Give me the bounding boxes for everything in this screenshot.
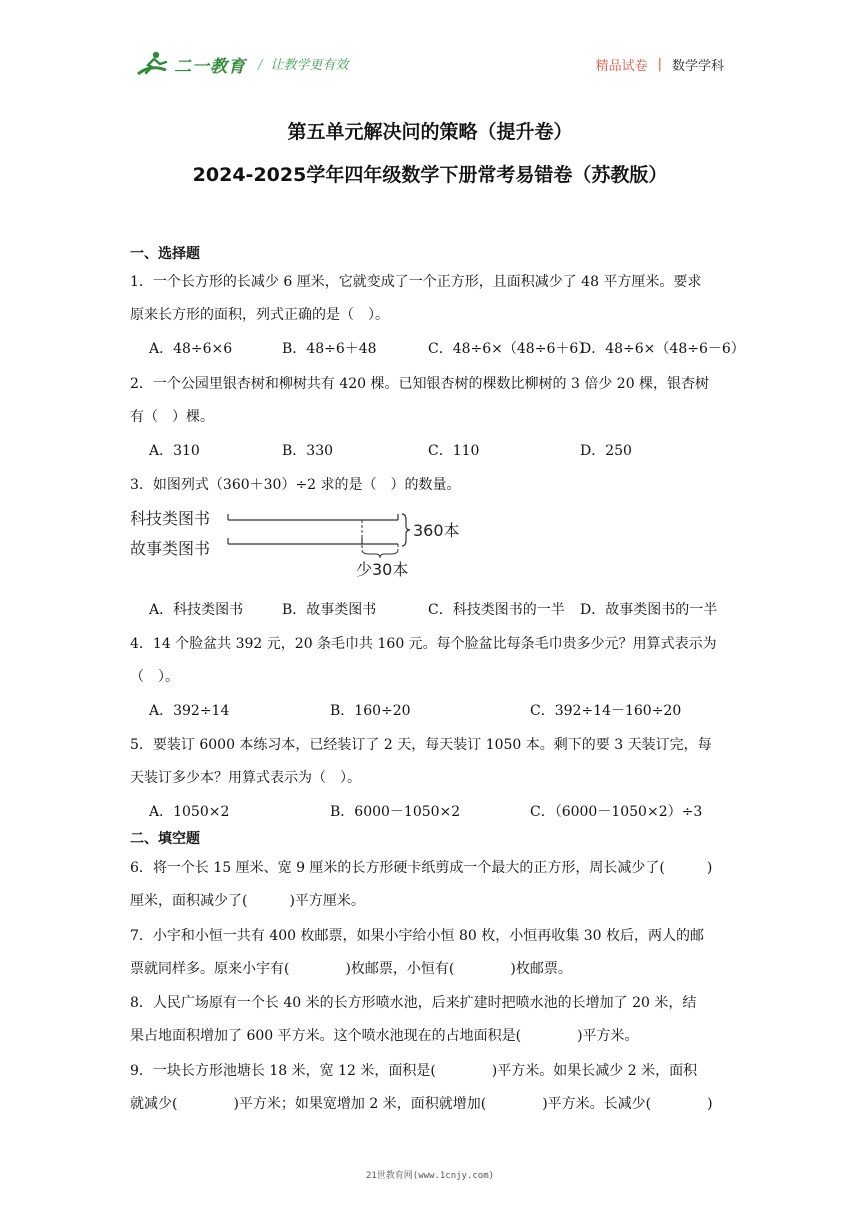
q8-line1: 8．人民广场原有一个长 40 米的长方形喷水池，后来扩建时把喷水池的长增加了 20 米，结: [130, 995, 697, 1011]
q5-option-a: A．1050×2: [149, 804, 230, 820]
section-fill-heading: 二、填空题: [130, 831, 200, 847]
q1-option-a: A．48÷6×6: [149, 341, 233, 357]
slogan-text: 让教学更有效: [270, 58, 349, 73]
q7-line1: 7．小宇和小恒一共有 400 枚邮票，如果小宇给小恒 80 枚，小恒再收集 30 枚后，两人的邮: [130, 928, 704, 944]
page-footer: 21世教育网(www.1cnjy.com): [365, 1171, 495, 1181]
q5-option-c: C．（6000－1050×2）÷3: [530, 804, 703, 820]
q2-line2: 有（ ）棵。: [130, 409, 214, 425]
slogan: / 让教学更有效: [258, 58, 349, 73]
q3-option-b: B．故事类图书: [282, 602, 377, 618]
q4-line1: 4．14 个脸盆共 392 元，20 条毛巾共 160 元。每个脸盆比每条毛巾贵多少元？用算式表示为: [130, 636, 717, 652]
q4-option-a: A．392÷14: [149, 703, 230, 719]
q2-line1: 2．一个公园里银杏树和柳树共有 420 棵。已知银杏树的棵数比柳树的 3 倍少 20 棵，银杏树: [130, 376, 710, 392]
q1-option-b: B．48÷6＋48: [282, 341, 377, 357]
q5-option-b: B．6000－1050×2: [330, 804, 461, 820]
logo-text: 二一教育: [174, 56, 246, 77]
q4-line2: （ ）。: [130, 669, 179, 685]
q2-option-b: B．330: [282, 443, 334, 459]
q4-option-c: C．392÷14－160÷20: [530, 703, 682, 719]
q1-line1: 1．一个长方形的长减少 6 厘米，它就变成了一个正方形，且面积减少了 48 平方厘米。要求: [130, 274, 702, 290]
tag-separator: |: [657, 57, 662, 72]
tag-quality: 精品试卷: [595, 59, 648, 74]
q2-option-a: A．310: [149, 443, 200, 459]
section-choice-heading: 一、选择题: [130, 246, 200, 262]
q9-line1: 9．一块长方形池塘长 18 米，宽 12 米，面积是( )平方米。如果长减少 2 米，面积: [130, 1063, 698, 1079]
header-tags: [596, 55, 724, 74]
tag-subject: 数学学科: [671, 59, 724, 74]
q3-option-c: C．科技类图书的一半: [428, 602, 565, 618]
q5-line1: 5．要装订 6000 本练习本，已经装订了 2 天，每天装订 1050 本。剩下的要 3 天装订完，每: [130, 737, 712, 753]
q2-option-c: C．110: [428, 443, 480, 459]
diagram-label-science-books: 科技类图书: [130, 509, 211, 528]
q9-line2: 就减少( )平方米；如果宽增加 2 米，面积就增加( )平方米。长减少( ): [130, 1096, 713, 1112]
q6-line1: 6．将一个长 15 厘米、宽 9 厘米的长方形硬卡纸剪成一个最大的正方形，周长减少了( ): [130, 860, 713, 876]
page-title: 第五单元解决问的策略（提升卷）: [287, 121, 573, 143]
page-subtitle: 2024-2025学年四年级数学下册常考易错卷（苏教版）: [192, 164, 668, 186]
q5-line2: 天装订多少本？用算式表示为（ ）。: [130, 770, 361, 786]
q3-option-d: D．故事类图书的一半: [580, 602, 718, 618]
q1-line2: 原来长方形的面积，列式正确的是（ ）。: [130, 307, 389, 323]
q8-line2: 果占地面积增加了 600 平方米。这个喷水池现在的占地面积是( )平方米。: [130, 1028, 639, 1044]
q2-option-d: D．250: [580, 443, 632, 459]
q4-option-b: B．160÷20: [330, 703, 411, 719]
q1-option-d: D．48÷6×（48÷6－6）: [580, 341, 745, 357]
runner-logo-icon: [136, 50, 172, 78]
diagram-total-label: 360本: [413, 521, 460, 540]
brand-logo: [136, 50, 246, 78]
q1-option-c: C．48÷6×（48÷6＋6）: [428, 341, 593, 357]
page-header: [0, 0, 860, 90]
diagram-less-label: 少30本: [356, 560, 409, 579]
diagram-label-story-books: 故事类图书: [130, 539, 211, 558]
q6-line2: 厘米，面积减少了( )平方厘米。: [130, 893, 365, 909]
q3-option-a: A．科技类图书: [149, 602, 244, 618]
q7-line2: 票就同样多。原来小宇有( )枚邮票，小恒有( )枚邮票。: [130, 961, 572, 977]
q3-line1: 3．如图列式（360＋30）÷2 求的是（ ）的数量。: [130, 477, 461, 493]
q3-line-segment-diagram: [130, 500, 470, 580]
